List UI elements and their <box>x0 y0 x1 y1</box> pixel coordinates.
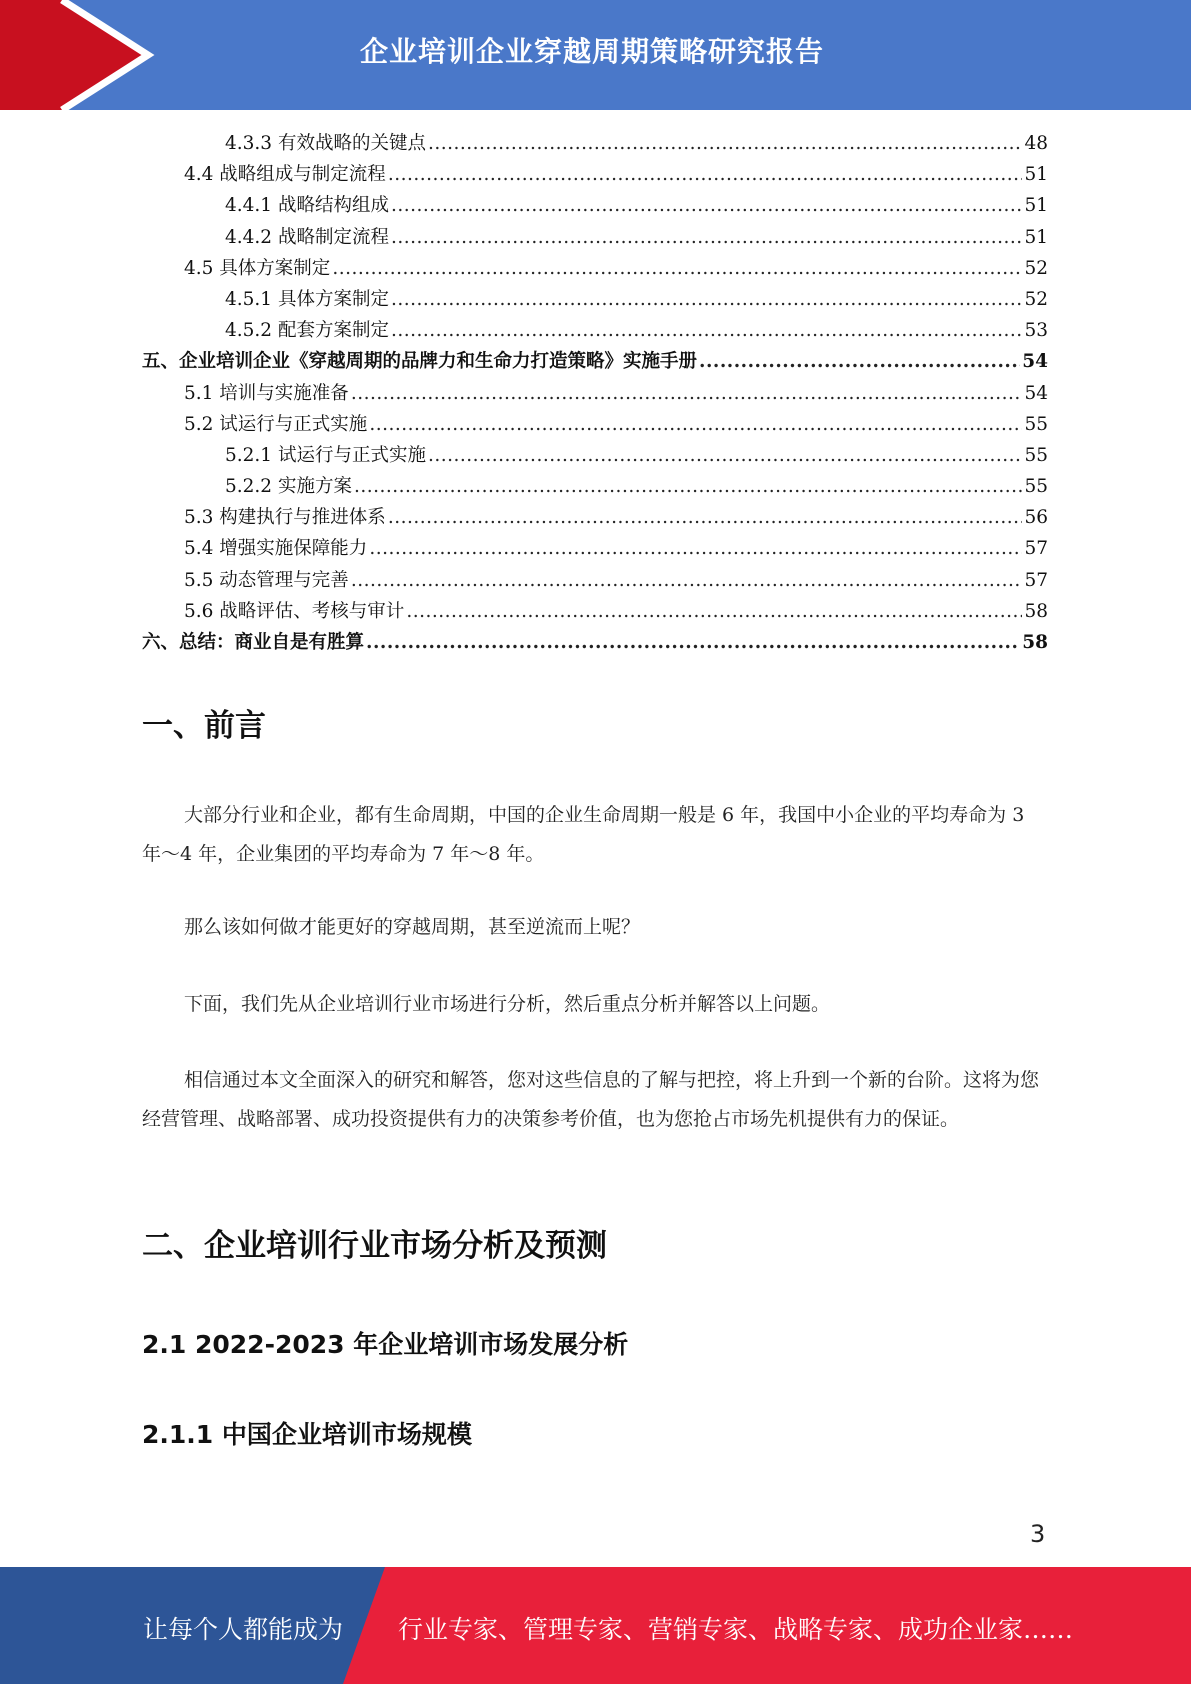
toc-dot-leader <box>699 346 1020 377</box>
toc-entry[interactable] <box>142 315 1048 346</box>
toc-entry-title: 4.4.1 战略结构组成 <box>225 195 389 217</box>
toc-entry-page: 55 <box>1024 476 1048 498</box>
toc-entry-title: 六、总结：商业自是有胜算 <box>142 632 365 653</box>
toc-entry-page: 57 <box>1024 569 1048 591</box>
page-number: 3 <box>1030 1520 1046 1548</box>
toc-entry-title: 4.5.2 配套方案制定 <box>225 320 389 342</box>
toc-entry-page: 51 <box>1024 164 1048 186</box>
preface-paragraph-1: 大部分行业和企业，都有生命周期，中国的企业生命周期一般是 6 年，我国中小企业的平均寿命为 3 年～4 年，企业集团的平均寿命为 7 年～8 年。 <box>142 804 1025 865</box>
toc-entry-page: 48 <box>1024 133 1048 154</box>
preface-paragraph-4: 相信通过本文全面深入的研究和解答，您对这些信息的了解与把控，将上升到一个新的台阶。这将为您经营管理、战略部署、成功投资提供有力的决策参考价值，也为您抢占市场先机提供有力的保证。 <box>142 1069 1040 1130</box>
toc-entry-title: 4.4.2 战略制定流程 <box>225 226 389 248</box>
section-heading-preface: 一、前言 <box>142 708 266 744</box>
toc-entry-title: 5.2.2 实施方案 <box>225 476 352 498</box>
toc-dot-leader <box>388 159 1023 190</box>
footer-slogan-right: 行业专家、管理专家、营销专家、战略专家、成功企业家…… <box>398 1615 1074 1644</box>
toc-entry-page: 56 <box>1024 507 1048 529</box>
toc-entry-title: 5.2 试运行与正式实施 <box>184 413 368 435</box>
toc-entry[interactable] <box>142 471 1048 502</box>
toc-entry-page: 58 <box>1024 600 1048 622</box>
toc-entry-page: 52 <box>1024 257 1048 279</box>
toc-entry-page: 57 <box>1024 538 1048 560</box>
toc-entry[interactable] <box>142 284 1048 315</box>
toc-entry[interactable] <box>142 627 1048 658</box>
toc-entry[interactable] <box>142 440 1048 471</box>
toc-entry[interactable] <box>142 596 1048 627</box>
preface-paragraph-2: 那么该如何做才能更好的穿越周期，甚至逆流而上呢？ <box>184 916 641 938</box>
toc-entry-page: 51 <box>1024 195 1048 217</box>
toc-entry-title: 4.5 具体方案制定 <box>184 257 331 279</box>
toc-entry-title: 4.5.1 具体方案制定 <box>225 288 389 310</box>
header-title: 企业培训企业穿越周期策略研究报告 <box>360 35 825 68</box>
toc-entry-page: 51 <box>1024 226 1048 248</box>
toc-entry-title: 五、企业培训企业《穿越周期的品牌力和生命力打造策略》实施手册 <box>142 351 698 373</box>
toc-entry[interactable] <box>142 565 1048 596</box>
toc-entry-page: 58 <box>1022 632 1048 653</box>
toc-entry[interactable] <box>142 409 1048 440</box>
toc-entry-title: 5.5 动态管理与完善 <box>184 569 349 591</box>
toc-entry[interactable] <box>142 378 1048 409</box>
toc-dot-leader <box>391 222 1022 253</box>
toc-entry-page: 54 <box>1022 351 1048 373</box>
toc-entry-page: 55 <box>1024 413 1048 435</box>
section-heading-market-analysis: 二、企业培训行业市场分析及预测 <box>142 1228 607 1264</box>
toc-dot-leader <box>351 378 1023 409</box>
toc-entry[interactable] <box>142 533 1048 564</box>
toc-dot-leader <box>428 440 1022 471</box>
toc-dot-leader <box>406 596 1022 627</box>
toc-entry-title: 4.4 战略组成与制定流程 <box>184 164 386 186</box>
toc-dot-leader <box>388 502 1023 533</box>
page-header <box>0 0 1191 110</box>
toc-dot-leader <box>332 253 1022 284</box>
toc-dot-leader <box>391 190 1022 221</box>
toc-dot-leader <box>391 284 1022 315</box>
toc-entry-title: 4.3.3 有效战略的关键点 <box>225 133 426 154</box>
toc-entry[interactable] <box>142 502 1048 533</box>
footer-slogan-left: 让每个人都能成为 <box>143 1615 344 1644</box>
toc-entry-title: 5.4 增强实施保障能力 <box>184 538 368 560</box>
toc-entry-page: 52 <box>1024 288 1048 310</box>
toc-dot-leader <box>369 533 1022 564</box>
toc-entry[interactable] <box>142 159 1048 190</box>
toc-entry-title: 5.1 培训与实施准备 <box>184 382 349 404</box>
toc-entry[interactable] <box>142 222 1048 253</box>
toc-dot-leader <box>351 565 1023 596</box>
table-of-contents <box>142 128 1048 658</box>
page-footer <box>0 1567 1191 1684</box>
toc-dot-leader <box>369 409 1022 440</box>
toc-dot-leader <box>366 627 1020 658</box>
toc-entry-page: 54 <box>1024 382 1048 404</box>
toc-entry-title: 5.6 战略评估、考核与审计 <box>184 600 405 622</box>
toc-entry-page: 55 <box>1024 444 1048 466</box>
toc-entry-page: 53 <box>1024 320 1048 342</box>
subsection-heading-2-1: 2.1 2022-2023 年企业培训市场发展分析 <box>142 1330 629 1359</box>
toc-dot-leader <box>428 128 1022 159</box>
header-red-arrow <box>0 0 148 110</box>
toc-entry[interactable] <box>142 128 1048 159</box>
toc-dot-leader <box>391 315 1022 346</box>
toc-entry[interactable] <box>142 346 1048 377</box>
toc-dot-leader <box>354 471 1023 502</box>
toc-entry-title: 5.3 构建执行与推进体系 <box>184 507 386 529</box>
toc-entry[interactable] <box>142 190 1048 221</box>
preface-paragraph-3: 下面，我们先从企业培训行业市场进行分析，然后重点分析并解答以上问题。 <box>184 993 831 1015</box>
toc-entry-title: 5.2.1 试运行与正式实施 <box>225 444 426 466</box>
toc-entry[interactable] <box>142 253 1048 284</box>
subsection-heading-2-1-1: 2.1.1 中国企业培训市场规模 <box>142 1420 472 1449</box>
